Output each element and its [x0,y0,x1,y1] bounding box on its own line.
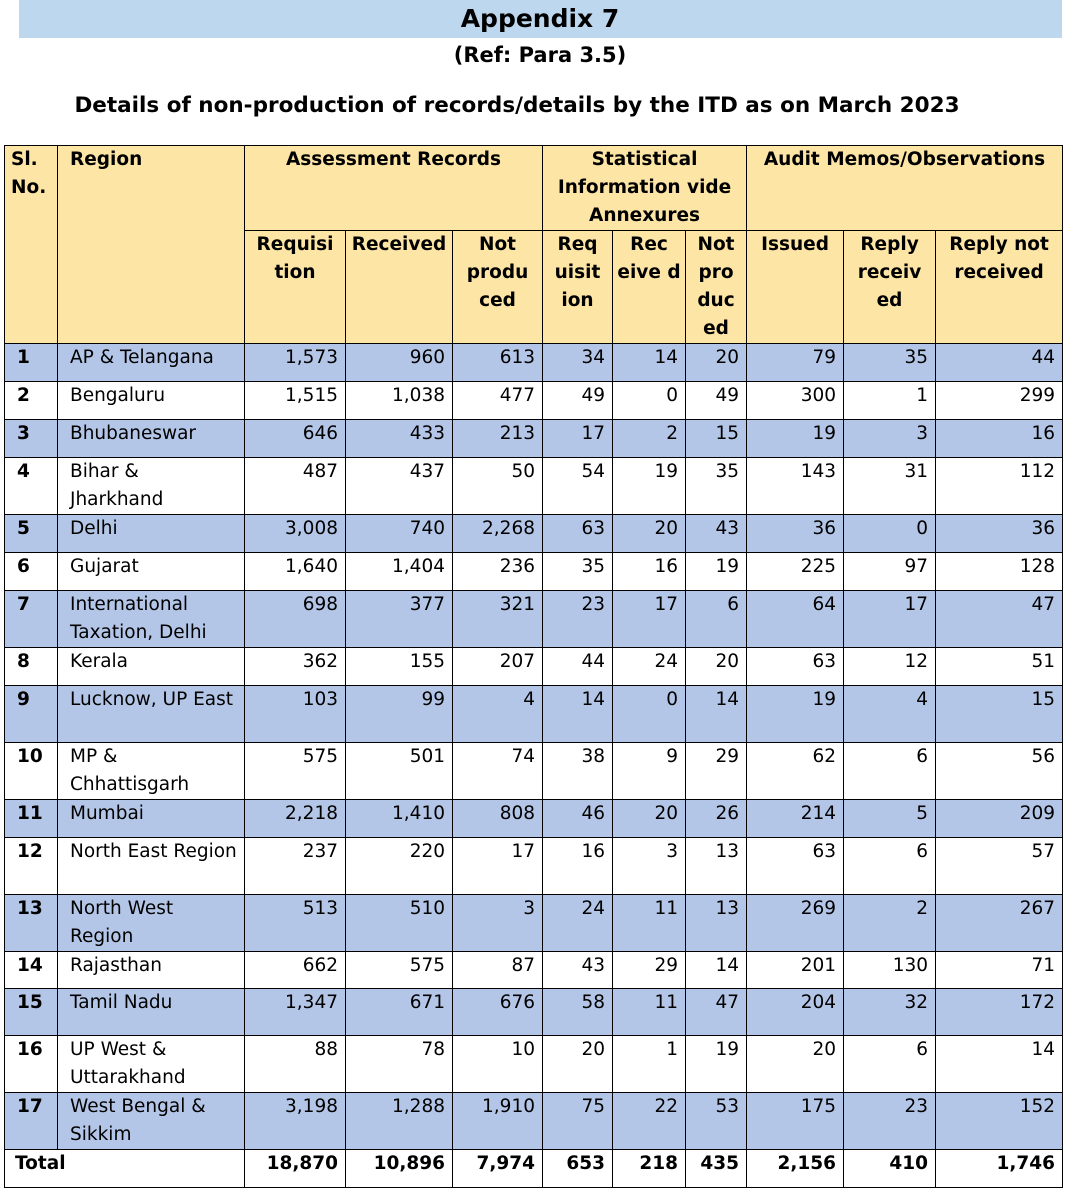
cell-value: 11 [613,989,686,1036]
cell-value: 112 [936,458,1063,515]
cell-value: 19 [747,420,844,458]
cell-value: 613 [453,344,543,382]
cell-value: 20 [686,344,747,382]
header-sl-no: Sl. No. [5,146,58,344]
cell-value: 0 [613,686,686,743]
total-value: 10,896 [346,1150,453,1188]
subheader-reply-received: Reply receiv ed [844,231,936,344]
cell-value: 58 [543,989,613,1036]
cell-value: 19 [686,553,747,591]
cell-value: 646 [245,420,346,458]
cell-value: 74 [453,743,543,800]
cell-value: 175 [747,1093,844,1150]
cell-region: West Bengal & Sikkim [58,1093,245,1150]
cell-value: 1,038 [346,382,453,420]
cell-sl-no: 2 [5,382,58,420]
cell-value: 49 [686,382,747,420]
cell-value: 29 [613,952,686,989]
total-value: 218 [613,1150,686,1188]
cell-sl-no: 14 [5,952,58,989]
cell-sl-no: 12 [5,838,58,895]
appendix-heading: Appendix 7 [460,4,620,33]
cell-value: 143 [747,458,844,515]
cell-value: 130 [844,952,936,989]
total-row [5,1150,1063,1188]
cell-region: Tamil Nadu [58,989,245,1036]
cell-sl-no: 1 [5,344,58,382]
cell-region: Mumbai [58,800,245,838]
cell-value: 698 [245,591,346,648]
cell-value: 236 [453,553,543,591]
table-row [5,800,1063,838]
cell-value: 1 [844,382,936,420]
cell-value: 23 [543,591,613,648]
cell-value: 201 [747,952,844,989]
cell-value: 97 [844,553,936,591]
cell-value: 377 [346,591,453,648]
table-row [5,458,1063,515]
cell-region: North West Region [58,895,245,952]
cell-value: 35 [543,553,613,591]
cell-region: Bengaluru [58,382,245,420]
cell-value: 11 [613,895,686,952]
cell-value: 172 [936,989,1063,1036]
cell-sl-no: 6 [5,553,58,591]
total-value: 435 [686,1150,747,1188]
cell-value: 437 [346,458,453,515]
cell-value: 6 [686,591,747,648]
cell-value: 22 [613,1093,686,1150]
cell-value: 300 [747,382,844,420]
reference-note: (Ref: Para 3.5) [453,43,627,67]
cell-value: 0 [844,515,936,553]
table-body [5,344,1063,1188]
cell-value: 35 [844,344,936,382]
cell-value: 15 [686,420,747,458]
table-row [5,989,1063,1036]
cell-value: 3,198 [245,1093,346,1150]
cell-value: 54 [543,458,613,515]
cell-value: 53 [686,1093,747,1150]
cell-sl-no: 17 [5,1093,58,1150]
table-row [5,895,1063,952]
cell-value: 57 [936,838,1063,895]
cell-value: 16 [613,553,686,591]
cell-value: 14 [686,686,747,743]
cell-value: 808 [453,800,543,838]
cell-value: 49 [543,382,613,420]
cell-value: 56 [936,743,1063,800]
cell-region: UP West & Uttarakhand [58,1036,245,1093]
cell-value: 36 [936,515,1063,553]
cell-value: 1,404 [346,553,453,591]
table-row [5,1036,1063,1093]
cell-value: 501 [346,743,453,800]
cell-sl-no: 11 [5,800,58,838]
total-value: 653 [543,1150,613,1188]
cell-value: 34 [543,344,613,382]
cell-value: 32 [844,989,936,1036]
cell-value: 17 [844,591,936,648]
cell-value: 6 [844,1036,936,1093]
cell-value: 0 [613,382,686,420]
cell-region: Gujarat [58,553,245,591]
table-row [5,591,1063,648]
cell-value: 321 [453,591,543,648]
cell-value: 14 [543,686,613,743]
cell-value: 43 [543,952,613,989]
cell-value: 5 [844,800,936,838]
cell-value: 1,288 [346,1093,453,1150]
cell-value: 62 [747,743,844,800]
cell-region: International Taxation, Delhi [58,591,245,648]
cell-value: 155 [346,648,453,686]
cell-value: 14 [613,344,686,382]
cell-sl-no: 7 [5,591,58,648]
cell-value: 71 [936,952,1063,989]
cell-value: 46 [543,800,613,838]
cell-sl-no: 15 [5,989,58,1036]
cell-value: 43 [686,515,747,553]
cell-value: 6 [844,743,936,800]
cell-value: 3 [844,420,936,458]
cell-value: 487 [245,458,346,515]
cell-value: 17 [453,838,543,895]
cell-value: 204 [747,989,844,1036]
subheader-not-produced: Not produ ced [453,231,543,344]
cell-region: North East Region [58,838,245,895]
subheader-requisition: Requisi tion [245,231,346,344]
cell-value: 15 [936,686,1063,743]
cell-value: 35 [686,458,747,515]
total-value: 2,156 [747,1150,844,1188]
cell-value: 16 [543,838,613,895]
cell-sl-no: 13 [5,895,58,952]
cell-value: 362 [245,648,346,686]
total-value: 1,746 [936,1150,1063,1188]
cell-value: 207 [453,648,543,686]
cell-value: 477 [453,382,543,420]
cell-value: 38 [543,743,613,800]
cell-value: 1,347 [245,989,346,1036]
cell-value: 225 [747,553,844,591]
records-table [4,145,1063,1188]
subheader-stat-not-produced: Not pro duc ed [686,231,747,344]
cell-value: 3,008 [245,515,346,553]
cell-value: 78 [346,1036,453,1093]
table-row [5,553,1063,591]
total-value: 410 [844,1150,936,1188]
cell-value: 20 [613,800,686,838]
cell-sl-no: 3 [5,420,58,458]
cell-value: 19 [613,458,686,515]
cell-value: 23 [844,1093,936,1150]
total-value: 7,974 [453,1150,543,1188]
cell-value: 29 [686,743,747,800]
subheader-received: Received [346,231,453,344]
cell-value: 99 [346,686,453,743]
table-header [5,146,1063,344]
cell-value: 13 [686,895,747,952]
table-row [5,648,1063,686]
cell-value: 209 [936,800,1063,838]
cell-value: 237 [245,838,346,895]
total-value: 18,870 [245,1150,346,1188]
subheader-stat-received: Rec eive d [613,231,686,344]
cell-value: 1,910 [453,1093,543,1150]
cell-region: Lucknow, UP East [58,686,245,743]
cell-value: 1,515 [245,382,346,420]
cell-value: 51 [936,648,1063,686]
cell-value: 13 [686,838,747,895]
header-assessment-records: Assessment Records [245,146,543,231]
cell-value: 214 [747,800,844,838]
cell-value: 47 [686,989,747,1036]
total-label: Total [5,1150,245,1188]
header-audit-memos: Audit Memos/Observations [747,146,1063,231]
cell-value: 63 [747,648,844,686]
cell-value: 2,218 [245,800,346,838]
cell-value: 17 [613,591,686,648]
subheader-stat-requisition: Req uisit ion [543,231,613,344]
cell-value: 3 [613,838,686,895]
cell-sl-no: 9 [5,686,58,743]
cell-region: Delhi [58,515,245,553]
cell-value: 20 [686,648,747,686]
table-row [5,420,1063,458]
table-row [5,344,1063,382]
cell-value: 24 [613,648,686,686]
cell-value: 671 [346,989,453,1036]
cell-value: 103 [245,686,346,743]
table-row [5,382,1063,420]
table-row [5,686,1063,743]
cell-value: 2 [844,895,936,952]
table-row [5,952,1063,989]
cell-sl-no: 4 [5,458,58,515]
cell-value: 79 [747,344,844,382]
cell-value: 2 [613,420,686,458]
cell-region: Kerala [58,648,245,686]
cell-value: 1,640 [245,553,346,591]
table-row [5,838,1063,895]
cell-region: Bhubaneswar [58,420,245,458]
cell-value: 44 [543,648,613,686]
document-title: Details of non-production of records/details by the ITD as on March 2023 [74,93,960,118]
cell-value: 88 [245,1036,346,1093]
cell-value: 20 [747,1036,844,1093]
cell-sl-no: 10 [5,743,58,800]
cell-value: 19 [747,686,844,743]
cell-sl-no: 8 [5,648,58,686]
cell-value: 63 [543,515,613,553]
cell-region: Rajasthan [58,952,245,989]
cell-value: 4 [453,686,543,743]
cell-value: 676 [453,989,543,1036]
cell-value: 220 [346,838,453,895]
cell-value: 1,410 [346,800,453,838]
cell-value: 128 [936,553,1063,591]
cell-value: 31 [844,458,936,515]
cell-value: 17 [543,420,613,458]
cell-value: 75 [543,1093,613,1150]
cell-value: 6 [844,838,936,895]
cell-value: 213 [453,420,543,458]
cell-value: 299 [936,382,1063,420]
cell-region: AP & Telangana [58,344,245,382]
cell-value: 267 [936,895,1063,952]
cell-value: 10 [453,1036,543,1093]
cell-value: 36 [747,515,844,553]
cell-value: 63 [747,838,844,895]
header-statistical-information: Statistical Information vide Annexures [543,146,747,231]
cell-value: 1,573 [245,344,346,382]
cell-value: 3 [453,895,543,952]
table-row [5,743,1063,800]
cell-value: 12 [844,648,936,686]
cell-value: 19 [686,1036,747,1093]
cell-value: 740 [346,515,453,553]
cell-value: 2,268 [453,515,543,553]
cell-value: 87 [453,952,543,989]
cell-value: 575 [245,743,346,800]
table-row [5,515,1063,553]
cell-value: 14 [686,952,747,989]
cell-region: Bihar & Jharkhand [58,458,245,515]
cell-value: 510 [346,895,453,952]
cell-value: 433 [346,420,453,458]
cell-value: 1 [613,1036,686,1093]
cell-value: 24 [543,895,613,952]
cell-value: 9 [613,743,686,800]
cell-value: 575 [346,952,453,989]
cell-sl-no: 5 [5,515,58,553]
cell-value: 44 [936,344,1063,382]
cell-value: 20 [613,515,686,553]
header-region: Region [58,146,245,344]
cell-value: 14 [936,1036,1063,1093]
cell-region: MP & Chhattisgarh [58,743,245,800]
subheader-reply-not-received: Reply not received [936,231,1063,344]
cell-sl-no: 16 [5,1036,58,1093]
cell-value: 269 [747,895,844,952]
table-row [5,1093,1063,1150]
cell-value: 152 [936,1093,1063,1150]
cell-value: 47 [936,591,1063,648]
cell-value: 20 [543,1036,613,1093]
cell-value: 16 [936,420,1063,458]
cell-value: 662 [245,952,346,989]
cell-value: 4 [844,686,936,743]
cell-value: 50 [453,458,543,515]
subheader-issued: Issued [747,231,844,344]
cell-value: 960 [346,344,453,382]
cell-value: 513 [245,895,346,952]
cell-value: 26 [686,800,747,838]
cell-value: 64 [747,591,844,648]
